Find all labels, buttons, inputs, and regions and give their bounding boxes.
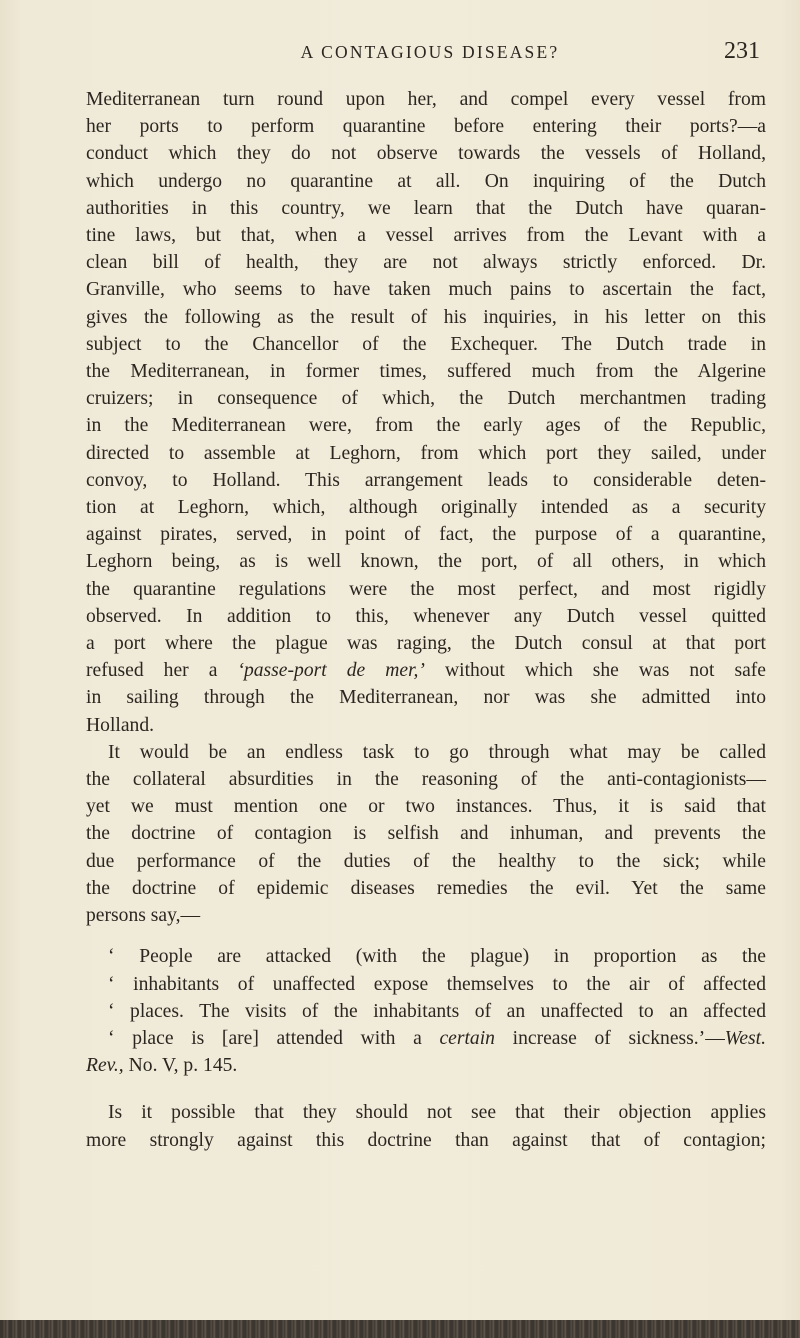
text-line: a port where the plague was raging, the Dutch consul at that port [86,633,766,655]
text-line: conduct which they do not observe towards the vessels of Holland, [86,143,766,165]
text-run: increase of sickness.’— [494,1027,725,1049]
quote-line: ‘ inhabitants of unaffected expose themselves to the air of affected [108,973,766,995]
body-text [86,86,766,1154]
text-line: the doctrine of epidemic diseases remedies the evil. Yet the same [86,877,766,899]
quote-line [86,1052,766,1079]
text-line: in sailing through the Mediterranean, nor was she admitted into [86,687,766,709]
text-line: It would be an endless task to go through what may be called [108,741,766,763]
italic-phrase: ‘passe-port de mer,’ [237,660,425,682]
text-run: without which she was not safe [424,660,766,682]
citation-source: West. [724,1027,766,1049]
quote-line: ‘ places. The visits of the inhabitants of an unaffected to an affected [108,1000,766,1022]
page-number: 231 [724,38,760,64]
italic-word: certain [439,1027,495,1049]
text-line: Leghorn being, as is well known, the port, of all others, in which [86,551,766,573]
text-line: the Mediterranean, in former times, suffered much from the Algerine [86,361,766,383]
text-line: the doctrine of contagion is selfish and inhuman, and prevents the [86,823,766,845]
text-line: persons say,— [86,905,201,927]
text-line: the collateral absurdities in the reasoning of the anti-contagionists— [86,769,766,791]
text-line: convoy, to Holland. This arrangement leads to considerable deten- [86,469,766,491]
text-line: tine laws, but that, when a vessel arrives from the Levant with a [86,225,766,247]
quote-line [86,1025,766,1052]
text-line: Holland. [86,714,155,736]
text-line: authorities in this country, we learn that the Dutch have quaran- [86,197,766,219]
text-line: gives the following as the result of his inquiries, in his letter on this [86,306,766,328]
text-line: the quarantine regulations were the most perfect, and most rigidly [86,578,766,600]
text-run: refused her a [86,660,238,682]
running-title: A CONTAGIOUS DISEASE? [300,42,560,62]
text-line: cruizers; in consequence of which, the Dutch merchantmen trading [86,388,766,410]
running-head [100,38,760,68]
quote-line: ‘ People are attacked (with the plague) in proportion as the [108,946,766,968]
text-line: yet we must mention one or two instances. Thus, it is said that [86,796,766,818]
text-line: in the Mediterranean were, from the early ages of the Republic, [86,415,766,437]
text-line: Is it possible that they should not see that their objection applies [108,1102,766,1124]
text-line: her ports to perform quarantine before entering their ports?—a [86,116,766,138]
text-run: ‘ place is [are] attended with a [108,1027,440,1049]
text-line: directed to assemble at Leghorn, from which port they sailed, under [86,442,766,464]
citation-source: Rev., [86,1055,124,1077]
text-line: more strongly against this doctrine than against that of contagion; [86,1129,766,1151]
page-bottom-edge [0,1320,800,1338]
text-line: tion at Leghorn, which, although originally intended as a security [86,497,766,519]
text-line: due performance of the duties of the healthy to the sick; while [86,850,766,872]
text-line: Granville, who seems to have taken much pains to ascertain the fact, [86,279,766,301]
text-line: observed. In addition to this, whenever any Dutch vessel quitted [86,605,766,627]
text-line: subject to the Chancellor of the Exchequer. The Dutch trade in [86,333,766,355]
text-line: Mediterranean turn round upon her, and compel every vessel from [86,89,766,110]
text-line: which undergo no quarantine at all. On inquiring of the Dutch [86,170,766,192]
citation-reference: No. V, p. 145. [123,1055,238,1077]
text-line: against pirates, served, in point of fact, the purpose of a quarantine, [86,524,766,546]
text-line [86,657,766,684]
text-line: clean bill of health, they are not always strictly enforced. Dr. [86,252,766,274]
